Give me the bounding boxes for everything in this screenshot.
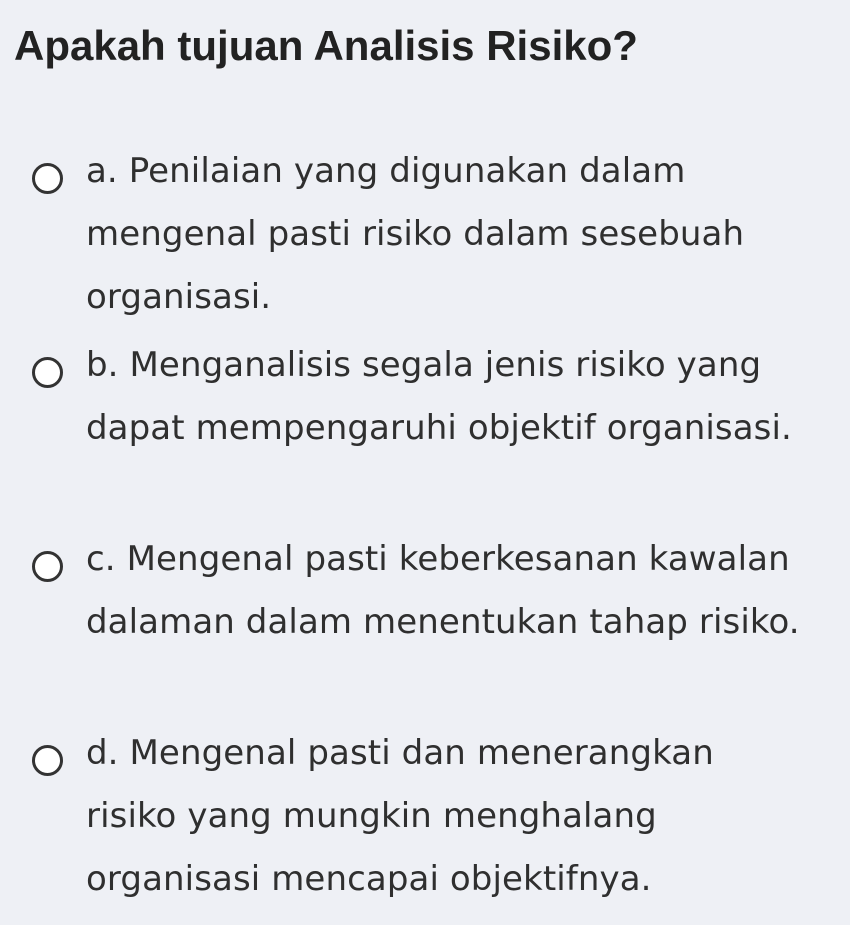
option-a[interactable] [0,140,850,334]
answer-options [0,140,850,916]
question-text: Apakah tujuan Analisis Risiko? [14,22,638,69]
option-c[interactable] [0,528,850,722]
radio-button-icon[interactable] [32,357,63,388]
option-b[interactable] [0,334,850,528]
option-label: b. Menganalisis segala jenis risiko yang dapat mempengaruhi objektif organisasi. [86,345,792,448]
radio-button-icon[interactable] [32,745,63,776]
option-label: a. Penilaian yang digunakan dalam mengenal pasti risiko dalam sesebuah organisasi. [86,151,745,317]
radio-button-icon[interactable] [32,163,63,194]
option-label: d. Mengenal pasti dan menerangkan risiko yang mungkin menghalang organisasi mencapai objektifnya. [86,733,714,899]
option-label: c. Mengenal pasti keberkesanan kawalan dalaman dalam menentukan tahap risiko. [86,539,800,642]
option-d[interactable] [0,722,850,916]
radio-button-icon[interactable] [32,551,63,582]
